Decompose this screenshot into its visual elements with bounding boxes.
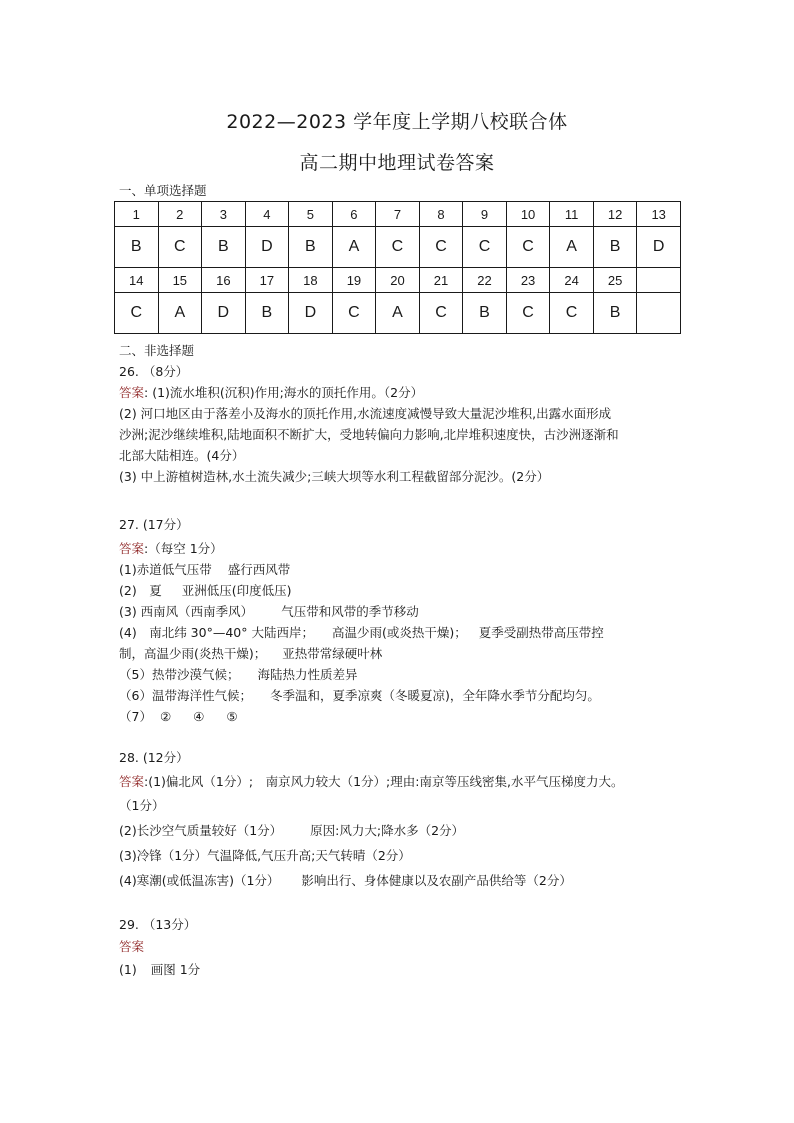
q27-line-4 xyxy=(119,604,719,620)
question-number: 1 xyxy=(115,202,159,227)
empty-cell xyxy=(637,293,681,334)
answer-label: 答案 xyxy=(119,774,145,789)
q28-line-1: :(1)偏北风（1分）; 南京风力较大（1分）;理由:南京等压线密集,水平气压梯度力大。 xyxy=(144,774,624,789)
answer-cell: D xyxy=(637,227,681,268)
q28-line-2: （1分） xyxy=(119,798,165,813)
question-number: 22 xyxy=(463,268,507,293)
q27-line-6b: 亚热带常绿硬叶林 xyxy=(282,646,383,661)
q28-line-4: (3)冷锋（1分）气温降低,气压升高;天气转晴（2分） xyxy=(119,848,411,863)
q28-line-3b: 原因:风力大;降水多（2分） xyxy=(310,823,465,838)
answer-cell: C xyxy=(115,293,159,334)
question-number: 20 xyxy=(376,268,420,293)
question-number: 13 xyxy=(637,202,681,227)
q27-line-5 xyxy=(119,625,719,641)
answer-cell: C xyxy=(550,293,594,334)
question-number: 17 xyxy=(245,268,289,293)
q28-line-3a: (2)长沙空气质量较好（1分） xyxy=(119,823,283,838)
question-number: 25 xyxy=(593,268,637,293)
q26-line-5: (3) 中上游植树造林,水土流失减少;三峡大坝等水利工程截留部分泥沙。(2分） xyxy=(119,469,550,484)
q27-line-9 xyxy=(119,709,719,725)
q28-answer-line xyxy=(119,774,719,790)
question-number: 19 xyxy=(332,268,376,293)
q26-line-4: 北部大陆相连。(4分） xyxy=(119,448,245,463)
q27-line-8a: （6）温带海洋性气候； xyxy=(119,688,252,703)
answer-cell: B xyxy=(593,293,637,334)
question-number: 18 xyxy=(289,268,333,293)
q29-answer-label xyxy=(119,939,719,955)
answer-table xyxy=(114,201,681,334)
answer-cell: B xyxy=(463,293,507,334)
q27-line-4a: (3) 西南风（西南季风） xyxy=(119,604,254,619)
q28-heading: 28. (12分） xyxy=(119,750,189,765)
q27-line-9b: ② xyxy=(159,709,172,724)
section-heading-multiple-choice: 一、单项选择题 xyxy=(119,183,207,198)
answer-cell: D xyxy=(245,227,289,268)
question-number: 23 xyxy=(506,268,550,293)
q27-line-3a: (2) 夏 xyxy=(119,583,162,598)
question-number: 21 xyxy=(419,268,463,293)
question-number: 10 xyxy=(506,202,550,227)
q27-line-2a: (1)赤道低气压带 xyxy=(119,562,212,577)
answer-label: 答案 xyxy=(119,385,145,400)
q28-line-5 xyxy=(119,873,719,889)
q27-line-7a: （5）热带沙漠气候； xyxy=(119,667,240,682)
question-number: 5 xyxy=(289,202,333,227)
question-number: 6 xyxy=(332,202,376,227)
answer-label: 答案 xyxy=(119,939,145,954)
q29-heading: 29. （13分） xyxy=(119,917,197,932)
q27-line-1: :（每空 1分） xyxy=(144,541,223,556)
exam-title: 2022—2023 学年度上学期八校联合体 xyxy=(226,111,568,133)
question-number: 11 xyxy=(550,202,594,227)
exam-subtitle: 高二期中地理试卷答案 xyxy=(299,152,495,174)
q27-line-8b: 冬季温和，夏季凉爽（冬暖夏凉)，全年降水季节分配均匀。 xyxy=(269,688,600,703)
q26-line-3: 沙洲;泥沙继续堆积,陆地面积不断扩大，受地转偏向力影响,北岸堆积速度快，古沙洲逐渐和 xyxy=(119,427,619,442)
q27-line-8 xyxy=(119,688,719,704)
q27-line-6a: 制，高温少雨(炎热干燥)； xyxy=(119,646,267,661)
table-row-numbers-2 xyxy=(115,268,681,293)
answer-label: 答案 xyxy=(119,541,145,556)
q27-line-7b: 海陆热力性质差异 xyxy=(257,667,358,682)
answer-cell: A xyxy=(332,227,376,268)
question-number: 16 xyxy=(202,268,246,293)
table-row-numbers-1 xyxy=(115,202,681,227)
question-number: 14 xyxy=(115,268,159,293)
answer-cell: A xyxy=(158,293,202,334)
answer-cell: A xyxy=(550,227,594,268)
q27-line-2 xyxy=(119,562,719,578)
question-number: 15 xyxy=(158,268,202,293)
answer-cell: C xyxy=(376,227,420,268)
q29-line-1b: 画图 1分 xyxy=(150,962,201,977)
question-number: 3 xyxy=(202,202,246,227)
q28-line-5a: (4)寒潮(或低温冻害)（1分） xyxy=(119,873,280,888)
empty-cell xyxy=(637,268,681,293)
answer-cell: B xyxy=(593,227,637,268)
q27-line-9c: ④ xyxy=(193,709,205,724)
answer-cell: B xyxy=(202,227,246,268)
q29-line-1a: (1) xyxy=(119,962,137,977)
q27-line-3b: 亚洲低压(印度低压) xyxy=(181,583,292,598)
q27-line-5a: (4) 南北纬 30°—40° 大陆西岸； xyxy=(119,625,314,640)
answer-cell: C xyxy=(158,227,202,268)
q27-line-5c: 夏季受副热带高压带控 xyxy=(478,625,604,640)
answer-cell: A xyxy=(376,293,420,334)
q26-heading: 26. （8分） xyxy=(119,364,189,379)
q27-answer-line xyxy=(119,541,719,557)
answer-cell: C xyxy=(419,293,463,334)
q28-line-5b: 影响出行、身体健康以及农副产品供给等（2分） xyxy=(301,873,572,888)
answer-cell: C xyxy=(463,227,507,268)
q26-line-1: : (1)流水堆积(沉积)作用;海水的顶托作用。（2分） xyxy=(144,385,424,400)
answer-cell: D xyxy=(202,293,246,334)
answer-cell: C xyxy=(506,227,550,268)
question-number: 4 xyxy=(245,202,289,227)
q27-line-9a: （7） xyxy=(119,709,152,724)
question-number: 7 xyxy=(376,202,420,227)
table-row-answers-2 xyxy=(115,293,681,334)
q27-line-7 xyxy=(119,667,719,683)
q29-line-1 xyxy=(119,962,719,978)
table-row-answers-1 xyxy=(115,227,681,268)
question-number: 24 xyxy=(550,268,594,293)
answer-cell: C xyxy=(332,293,376,334)
q26-line-2: (2) 河口地区由于落差小及海水的顶托作用,水流速度减慢导致大量泥沙堆积,出露水面形成 xyxy=(119,406,612,421)
answer-cell: C xyxy=(419,227,463,268)
question-number: 2 xyxy=(158,202,202,227)
q27-line-5b: 高温少雨(或炎热干燥)； xyxy=(331,625,467,640)
q28-line-3 xyxy=(119,823,719,839)
answer-cell: D xyxy=(289,293,333,334)
answer-cell: C xyxy=(506,293,550,334)
answer-cell: B xyxy=(115,227,159,268)
q27-line-4b: 气压带和风带的季节移动 xyxy=(281,604,419,619)
q27-line-6 xyxy=(119,646,719,662)
q26-answer-line xyxy=(119,385,719,401)
q27-line-9d: ⑤ xyxy=(226,709,238,724)
answer-cell: B xyxy=(289,227,333,268)
question-number: 9 xyxy=(463,202,507,227)
question-number: 12 xyxy=(593,202,637,227)
section-heading-non-choice: 二、非选择题 xyxy=(119,343,195,358)
q27-line-3 xyxy=(119,583,719,599)
question-number: 8 xyxy=(419,202,463,227)
q27-heading: 27. (17分） xyxy=(119,517,189,532)
answer-cell: B xyxy=(245,293,289,334)
q27-line-2b: 盛行西风带 xyxy=(227,562,291,577)
